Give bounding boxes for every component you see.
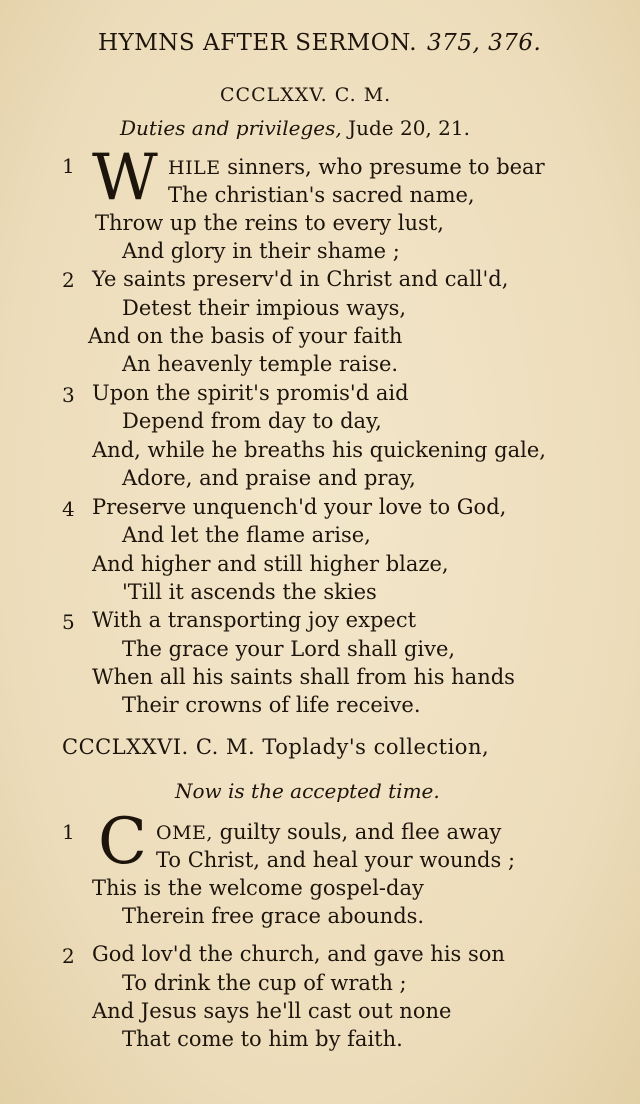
stanza-line: The grace your Lord shall give, <box>122 637 456 661</box>
stanza-line: And higher and still higher blaze, <box>92 552 449 576</box>
hymn-376-subtitle: Now is the accepted time. <box>175 779 440 803</box>
stanza-number: 2 <box>62 944 75 968</box>
stanza-line <box>168 155 545 179</box>
stanza-line: To drink the cup of wrath ; <box>122 971 407 995</box>
stanza-line: With a transporting joy expect <box>92 608 417 632</box>
stanza-line: An heavenly temple raise. <box>122 352 399 376</box>
stanza-line: This is the welcome gospel-day <box>92 876 424 900</box>
stanza-line: Their crowns of life receive. <box>122 693 421 717</box>
stanza-number: 5 <box>62 610 75 634</box>
stanza-line: And glory in their shame ; <box>122 239 400 263</box>
stanza-line: Detest their impious ways, <box>122 296 407 320</box>
subtitle-reference: Jude 20, 21. <box>348 116 470 140</box>
stanza-number: 1 <box>62 154 75 178</box>
hymn-376-heading: CCCLXXVI. C. M. Toplady's collection, <box>62 735 490 759</box>
stanza-line: Adore, and praise and pray, <box>122 466 416 490</box>
stanza-line: 'Till it ascends the skies <box>122 580 377 604</box>
stanza-line <box>156 820 501 844</box>
stanza-line: God lov'd the church, and gave his son <box>92 942 505 966</box>
stanza-number: 2 <box>62 268 75 292</box>
stanza-line: To Christ, and heal your wounds ; <box>156 848 516 872</box>
drop-cap: W <box>92 141 158 215</box>
stanza-line: Upon the spirit's promis'd aid <box>92 381 409 405</box>
stanza-number: 1 <box>62 820 75 844</box>
stanza-line: And on the basis of your faith <box>88 324 403 348</box>
stanza-line: That come to him by faith. <box>122 1027 403 1051</box>
drop-cap: C <box>98 805 147 879</box>
stanza-line: And, while he breaths his quickening gale, <box>92 438 546 462</box>
hymn-375-title: CCCLXXV. C. M. <box>220 84 392 106</box>
stanza-line: Preserve unquench'd your love to God, <box>92 495 507 519</box>
stanza-line: The christian's sacred name, <box>168 183 475 207</box>
stanza-line: Therein free grace abounds. <box>122 904 425 928</box>
stanza-number: 4 <box>62 497 75 521</box>
first-word-rest: HILE <box>168 157 221 179</box>
stanza-line: And Jesus says he'll cast out none <box>92 999 452 1023</box>
line-text: guilty souls, and flee away <box>219 820 502 844</box>
line-text: sinners, who presume to bear <box>227 155 545 179</box>
stanza-number: 3 <box>62 383 75 407</box>
stanza-line: And let the flame arise, <box>122 523 371 547</box>
first-word-rest: OME, <box>156 822 213 844</box>
running-header <box>98 30 598 56</box>
stanza-line: Depend from day to day, <box>122 409 382 433</box>
stanza-line: Throw up the reins to every lust, <box>95 211 444 235</box>
hymn-375-subtitle <box>120 116 470 140</box>
header-title: HYMNS AFTER SERMON. <box>98 30 418 56</box>
subtitle-italic: Duties and privileges, <box>120 116 342 140</box>
stanza-line: When all his saints shall from his hands <box>92 665 515 689</box>
page-numbers: 375, 376. <box>427 30 542 56</box>
stanza-line: Ye saints preserv'd in Christ and call'd, <box>92 267 509 291</box>
